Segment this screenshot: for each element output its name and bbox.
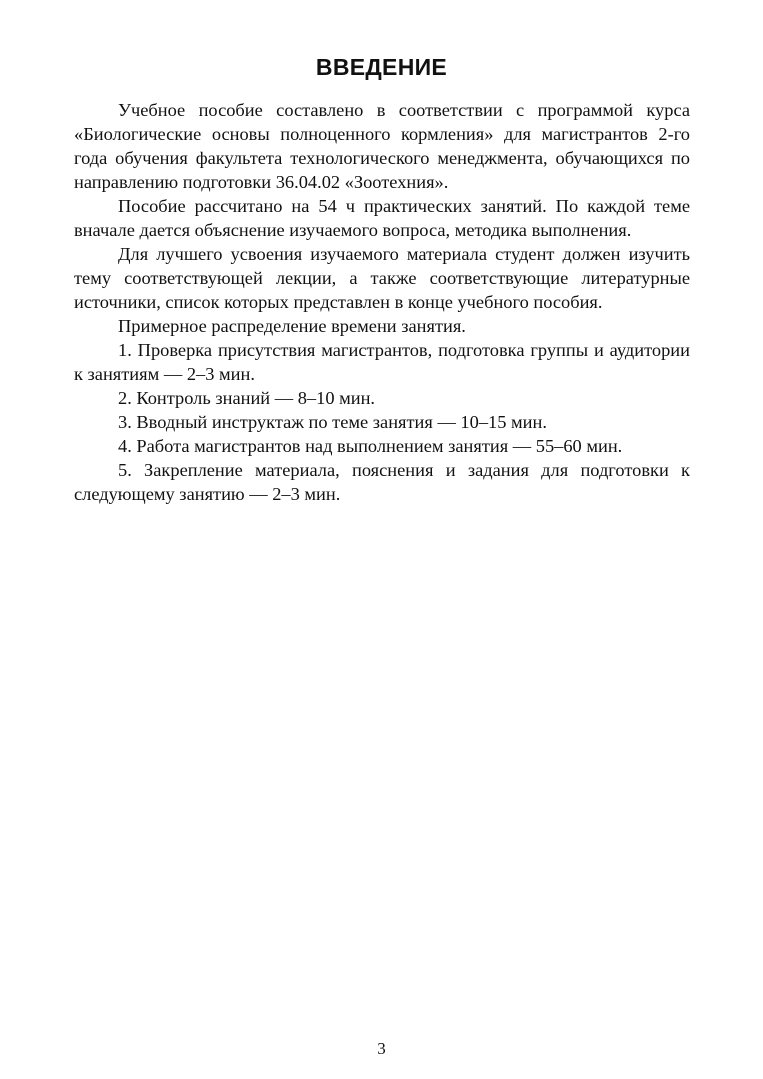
list-item-knowledge-check: 2. Контроль знаний — 8–10 мин.: [118, 388, 376, 408]
list-item-briefing: 3. Вводный инструктаж по теме занятия — 10–15 мин.: [118, 412, 547, 432]
list-item-attendance: 1. Проверка присутствия магистрантов, подготовка группы и аудитории к занятиям — 2–3 мин.: [74, 340, 690, 384]
body-text: [74, 98, 690, 506]
list-item-consolidation: 5. Закрепление материала, пояснения и задания для подготовки к следующему занятию — 2–3 мин.: [74, 460, 690, 504]
paragraph-time-distribution: Примерное распределение времени занятия.: [118, 316, 466, 336]
paragraph-intro: Учебное пособие составлено в соответствии с программой курса «Биологические основы полноценного кормления» для магистрантов 2-го года обучения факультета технологического менеджмента, обучающихся по направлению подготовки 36.04.02 «Зоотехния».: [74, 100, 690, 192]
page-number: 3: [377, 1039, 386, 1058]
section-title: ВВЕДЕНИЕ: [315, 54, 448, 80]
list-item-work: 4. Работа магистрантов над выполнением занятия — 55–60 мин.: [118, 436, 623, 456]
paragraph-study-advice: Для лучшего усвоения изучаемого материала студент должен изучить тему соответствующей лекции, а также соответствующие литературные источники, список которых представлен в конце учебного пособия.: [74, 244, 690, 312]
paragraph-hours: Пособие рассчитано на 54 ч практических занятий. По каждой теме вначале дается объяснение изучаемого вопроса, методика выполнения.: [74, 196, 690, 240]
